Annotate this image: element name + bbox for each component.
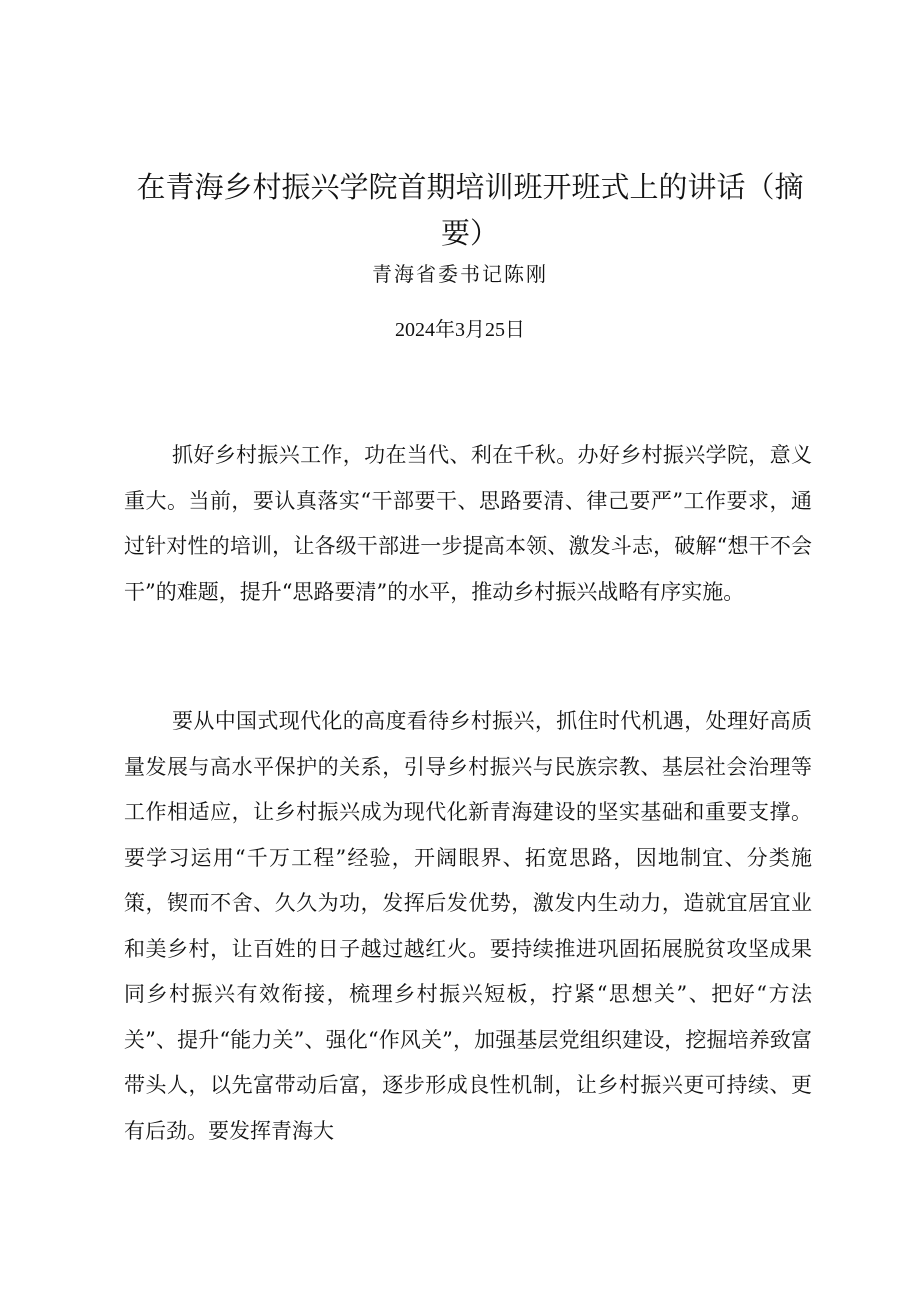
- author-line: 青海省委书记陈刚: [372, 262, 548, 286]
- paragraph-1: 抓好乡村振兴工作，功在当代、利在千秋。办好乡村振兴学院，意义重大。当前，要认真落实“干部要干、思路要清、律己要严”工作要求，通过针对性的培训，让各级干部进一步提高本领、激发斗志，破解“想干不会干”的难题，提升“思路要清”的水平，推动乡村振兴战略有序实施。: [124, 443, 812, 604]
- date-line: 2024年3月25日: [395, 319, 525, 341]
- document-title: 在青海乡村振兴学院首期培训班开班式上的讲话（摘要）: [136, 170, 804, 250]
- paragraph-2: 要从中国式现代化的高度看待乡村振兴，抓住时代机遇，处理好高质量发展与高水平保护的关系，引导乡村振兴与民族宗教、基层社会治理等工作相适应，让乡村振兴成为现代化新青海建设的坚实基础和重要支撑。要学习运用“千万工程”经验，开阔眼界、拓宽思路，因地制宜、分类施策，锲而不舍、久久为功，发挥后发优势，激发内生动力，造就宜居宜业和美乡村，让百姓的日子越过越红火。要持续推进巩固拓展脱贫攻坚成果同乡村振兴有效衔接，梳理乡村振兴短板，拧紧“思想关”、把好“方法关”、提升“能力关”、强化“作风关”，加强基层党组织建设，挖掘培养致富带头人，以先富带动后富，逐步形成良性机制，让乡村振兴更可持续、更有后劲。要发挥青海大: [124, 709, 812, 1143]
